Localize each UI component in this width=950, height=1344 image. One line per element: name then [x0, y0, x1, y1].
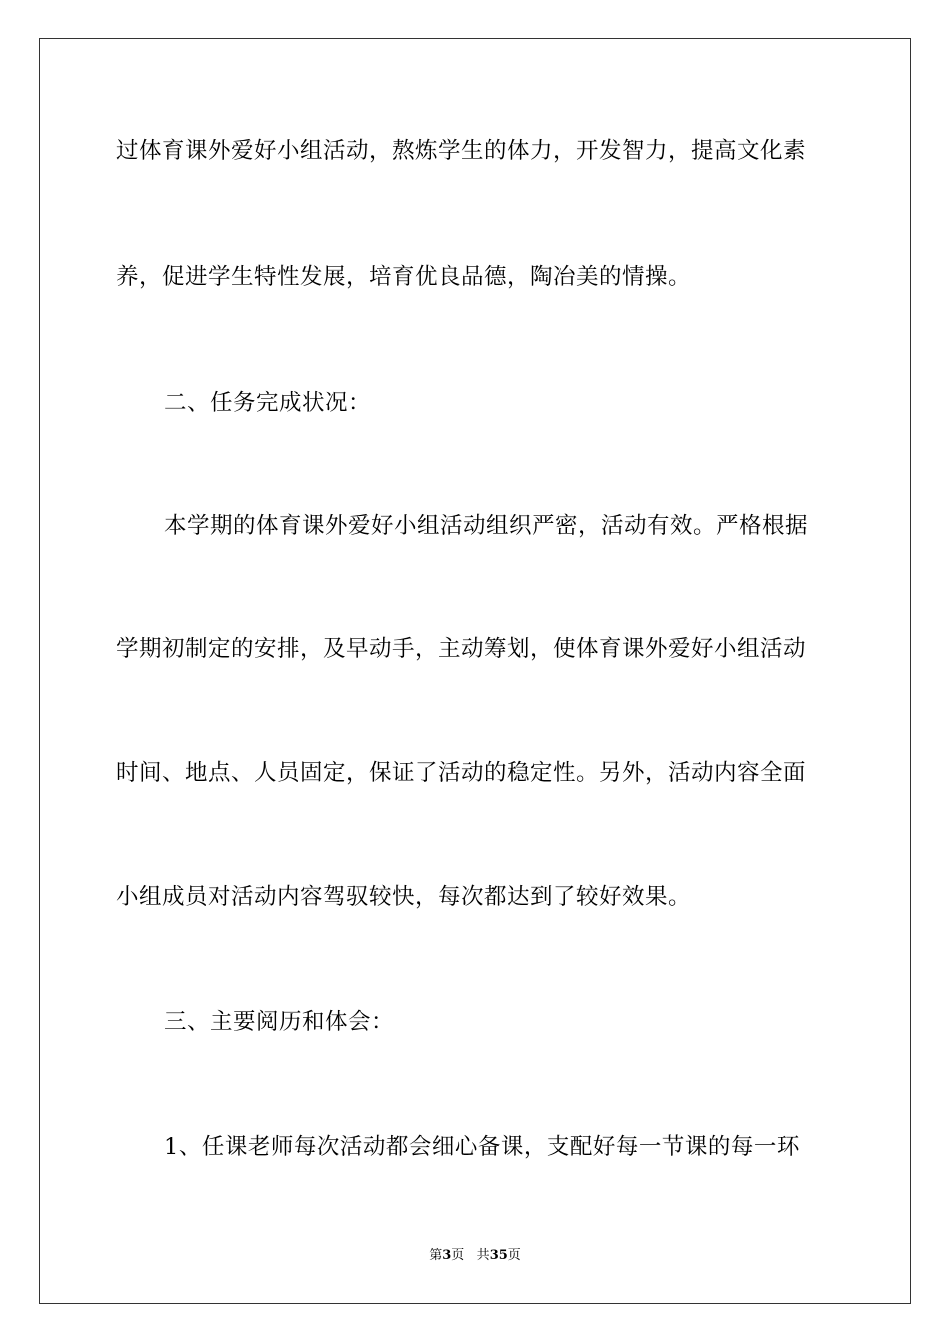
footer-total-prefix: 共 [476, 1248, 490, 1263]
section-heading-3: 三、主要阅历和体会： [164, 1009, 395, 1035]
page-border [39, 38, 911, 1304]
body-line-3: 本学期的体育课外爱好小组活动组织严密，活动有效。严格根据 [164, 513, 809, 539]
body-line-5: 时间、地点、人员固定，保证了活动的稳定性。另外，活动内容全面 [116, 760, 807, 786]
body-line-1: 过体育课外爱好小组活动，熬炼学生的体力，开发智力，提高文化素 [116, 138, 807, 164]
body-line-4: 学期初制定的安排，及早动手，主动筹划，使体育课外爱好小组活动 [116, 636, 807, 662]
body-line-2: 养，促进学生特性发展，培育优良品德，陶冶美的情操。 [116, 264, 692, 290]
footer-page-suffix: 页 [451, 1248, 465, 1263]
body-line-7: 1、任课老师每次活动都会细心备课，支配好每一节课的每一环 [164, 1134, 800, 1160]
page-footer [0, 1248, 950, 1264]
footer-total-pages: 35 [489, 1248, 508, 1263]
footer-page-number: 3 [442, 1248, 452, 1263]
footer-page-prefix: 第 [429, 1248, 443, 1263]
footer-total-suffix: 页 [507, 1248, 521, 1263]
section-heading-2: 二、任务完成状况： [164, 390, 372, 416]
body-line-6: 小组成员对活动内容驾驭较快，每次都达到了较好效果。 [116, 884, 692, 910]
